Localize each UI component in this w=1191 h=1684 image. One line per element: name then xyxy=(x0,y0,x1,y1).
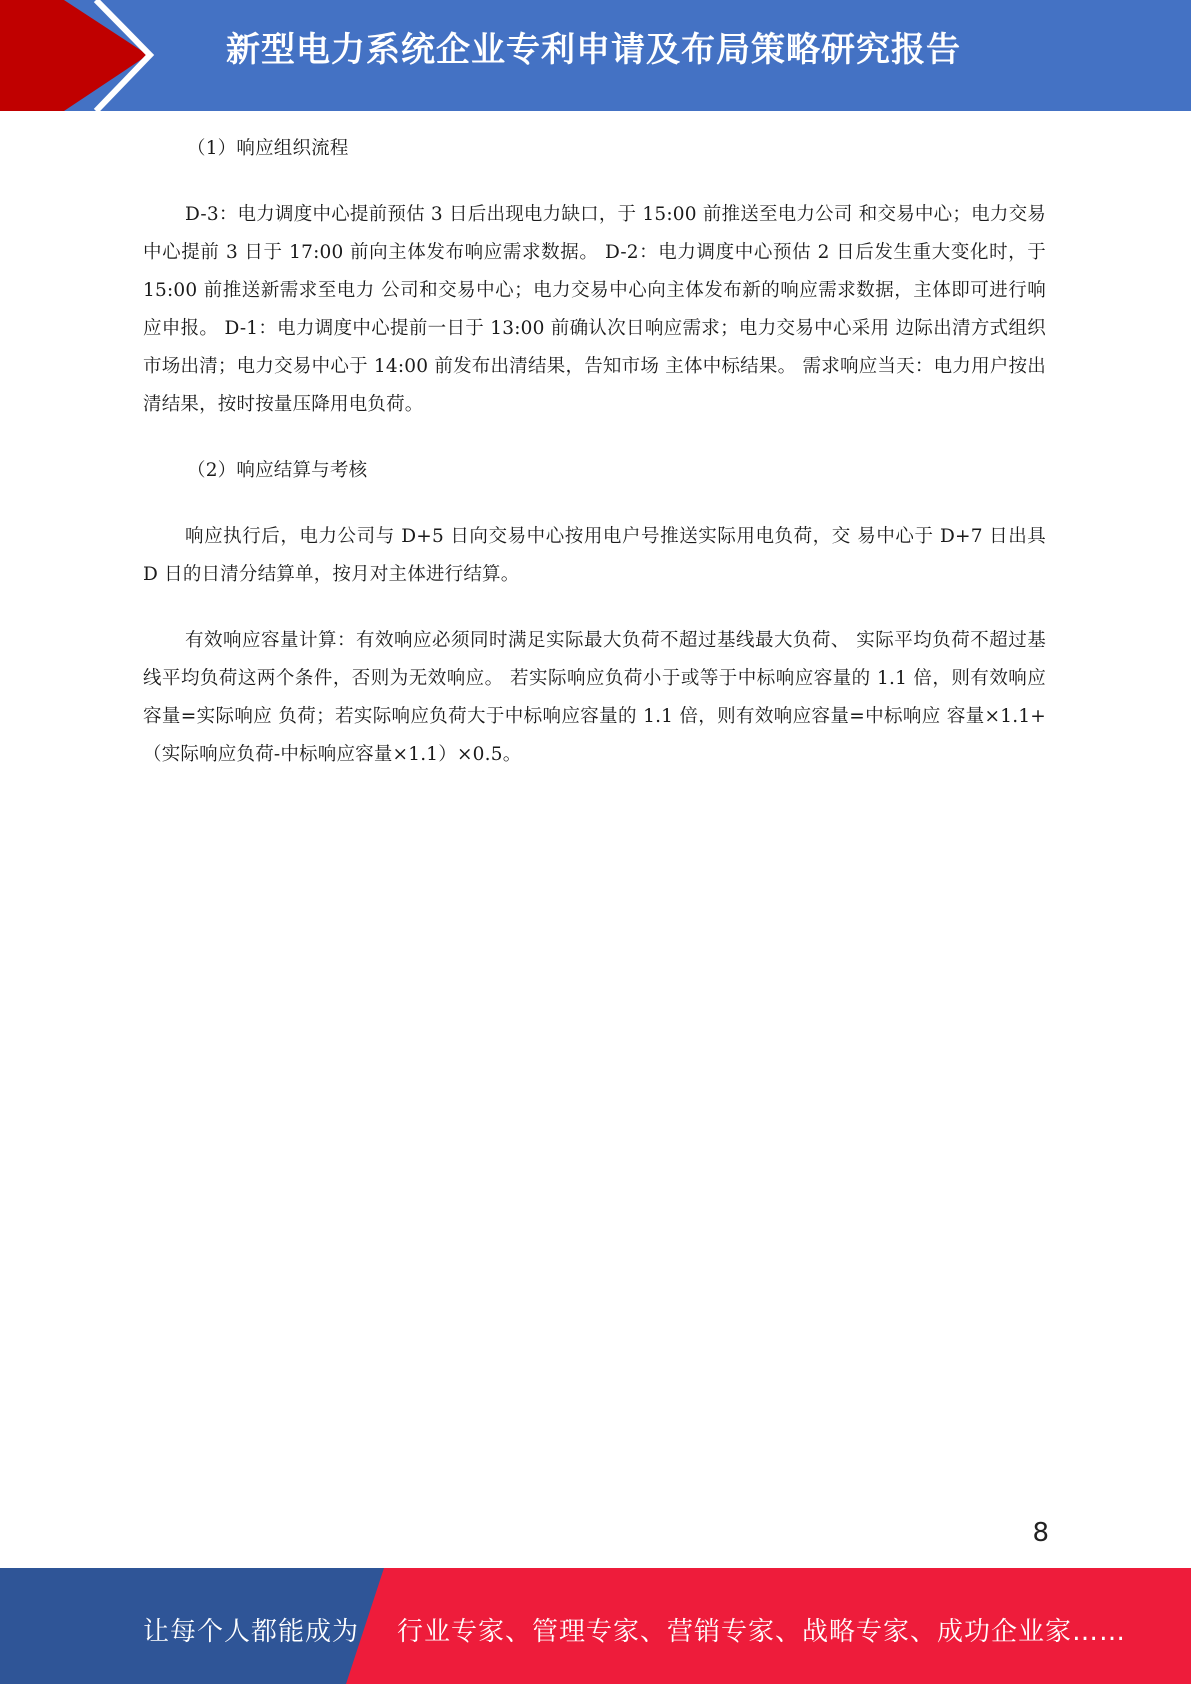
footer-slogan-right: 行业专家、管理专家、营销专家、战略专家、成功企业家…… xyxy=(397,1617,1127,1647)
paragraph: 响应执行后，电力公司与 D+5 日向交易中心按用电户号推送实际用电负荷，交 易中心于 D+7 日出具 D 日的日清分结算单，按月对主体进行结算。 xyxy=(143,526,1046,585)
page-footer xyxy=(0,1568,1191,1684)
paragraph: D-3：电力调度中心提前预估 3 日后出现电力缺口，于 15:00 前推送至电力公司 和交易中心；电力交易中心提前 3 日于 17:00 前向主体发布响应需求数据。 D-2：电力调度中心预估 2 日后发生重大变化时，于 15:00 前推送新需求至电力 公司和交易中心；电力交易中心向主体发布新的响应需求数据，主体即可进行响 应申报。 D-1：电力调度中心提前一日于 13:00 前确认次日响应需求；电力交易中心采用 边际出清方式组织市场出清；电力交易中心于 14:00 前发布出清结果，告知市场 主体中标结果。 需求响应当天：电力用户按出清结果，按时按量压降用电负荷。 xyxy=(143,204,1046,415)
paragraph: 有效响应容量计算：有效响应必须同时满足实际最大负荷不超过基线最大负荷、 实际平均负荷不超过基线平均负荷这两个条件，否则为无效响应。 若实际响应负荷小于或等于中标响应容量的 1.1 倍，则有效响应容量=实际响应 负荷；若实际响应负荷大于中标响应容量的 1.1 倍，则有效响应容量=中标响应 容量×1.1+（实际响应负荷-中标响应容量×1.1）×0.5。 xyxy=(143,630,1046,765)
page-header xyxy=(0,0,1191,111)
page-number: 8 xyxy=(1032,1518,1049,1548)
footer-slogan-left: 让每个人都能成为 xyxy=(143,1617,360,1647)
report-title: 新型电力系统企业专利申请及布局策略研究报告 xyxy=(226,30,961,70)
section-heading: （1）响应组织流程 xyxy=(187,138,349,159)
section-heading: （2）响应结算与考核 xyxy=(187,460,368,481)
main-content xyxy=(143,130,1046,802)
